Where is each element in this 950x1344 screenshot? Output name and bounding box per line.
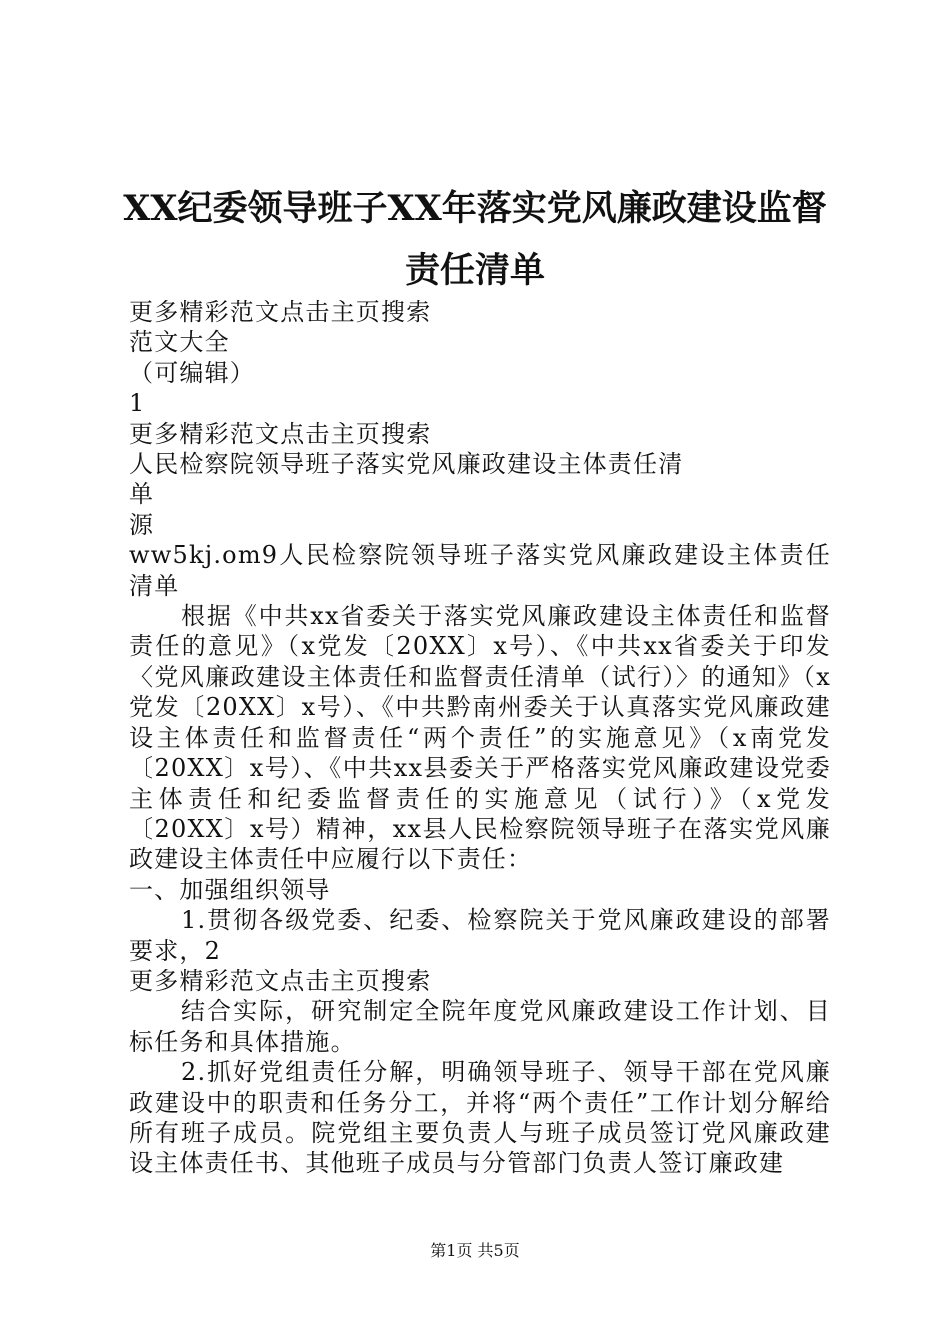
body-paragraph: 2.抓好党组责任分解，明确领导班子、领导干部在党风廉政建设中的职责和任务分工，并将“两个责任”工作计划分解给所有班子成员。院党组主要负责人与班子成员签订党风廉政建设主体责任书、其他班子成员与分管部门负责人签订廉政建	[129, 1058, 831, 1178]
body-paragraph: 1.贯彻各级党委、纪委、检察院关于党风廉政建设的部署要求，2	[129, 906, 831, 965]
body-line: 1	[129, 389, 146, 418]
page-footer: 第1页 共5页	[430, 1241, 520, 1260]
body-line: 更多精彩范文点击主页搜索	[129, 966, 432, 995]
body-line: （可编辑）	[129, 358, 255, 387]
body-line: 更多精彩范文点击主页搜索	[129, 419, 432, 448]
body-line: 源	[129, 510, 155, 539]
body-paragraph: 根据《中共xx省委关于落实党风廉政建设主体责任和监督责任的意见》（x党发〔20XX〕x号）、《中共xx省委关于印发〈党风廉政建设主体责任和监督责任清单（试行）〉的通知》（x党发〔20XX〕x号）、《中共黔南州委关于认真落实党风廉政建设主体责任和监督责任“两个责任”的实施意见》（x南党发〔20XX〕x号）、《中共xx县委关于严格落实党风廉政建设党委主体责任和纪委监督责任的实施意见（试行）》（x党发〔20XX〕x号）精神，xx县人民检察院领导班子在落实党风廉政建设主体责任中应履行以下责任：	[129, 602, 831, 874]
body-paragraph: ww5kj.om9人民检察院领导班子落实党风廉政建设主体责任清单	[129, 541, 831, 600]
body-paragraph: 结合实际，研究制定全院年度党风廉政建设工作计划、目标任务和具体措施。	[129, 997, 831, 1056]
body-line: 更多精彩范文点击主页搜索	[129, 298, 432, 326]
section-heading: 一、加强组织领导	[129, 875, 331, 904]
body-line: 范文大全	[129, 328, 230, 357]
body-line: 人民检察院领导班子落实党风廉政建设主体责任清	[129, 450, 684, 479]
document-body	[129, 297, 831, 1179]
body-line: 单	[129, 480, 155, 509]
document-title: XX纪委领导班子XX年落实党风廉政建设监督责任清单	[123, 188, 827, 291]
